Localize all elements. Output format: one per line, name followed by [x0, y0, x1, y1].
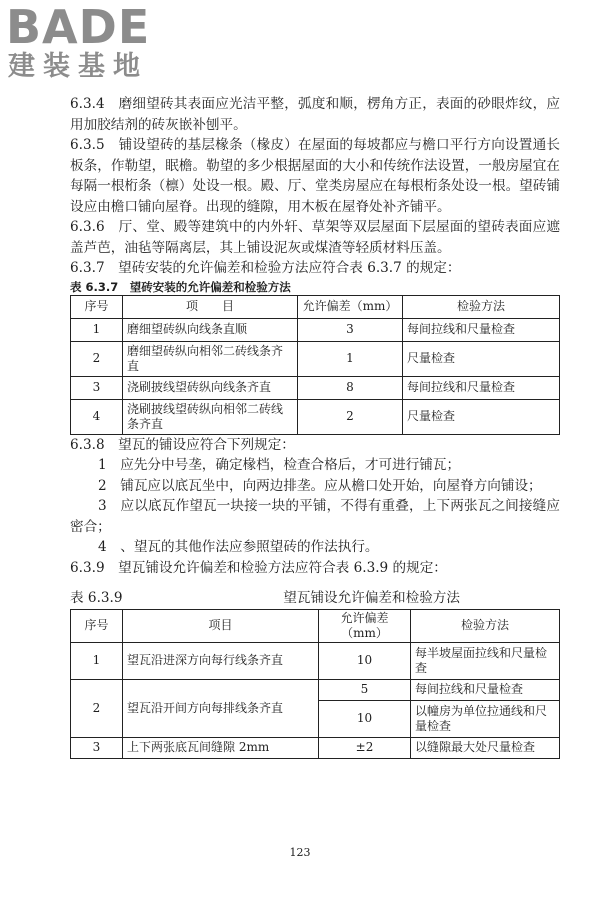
- logo-wordmark: BADE: [6, 0, 151, 54]
- table-header-row: [71, 609, 560, 642]
- clause-6-3-8-item-4: 4 、望瓦的其他作法应参照望砖的作法执行。: [98, 539, 379, 555]
- table-row: [71, 737, 560, 758]
- table-header-row: [71, 295, 560, 318]
- row-deviation: ±2: [319, 737, 411, 758]
- row-no: 3: [71, 737, 123, 758]
- row-no: 2: [71, 679, 123, 737]
- clause-6-3-8: 6.3.8 望瓦的铺设应符合下列规定：: [70, 436, 295, 453]
- table-number: 表 6.3.9: [70, 590, 123, 606]
- row-item: 望瓦沿进深方向每行线条齐直: [123, 642, 319, 679]
- bade-logo: [6, 0, 206, 84]
- row-item: 磨细望砖纵向相邻二砖线条齐直: [123, 341, 298, 376]
- clause-6-3-4: 6.3.4 磨细望砖其表面应光洁平整，弧度和顺，楞角方正，表面的砂眼炸纹，应用加胶结剂的砖灰嵌补刨平。: [70, 96, 560, 133]
- table-row: [71, 318, 560, 341]
- row-no: 1: [71, 642, 123, 679]
- table-row: [71, 679, 560, 700]
- page-number: 123: [289, 846, 311, 859]
- clause-6-3-8-item-2: 2 铺瓦应以底瓦坐中，向两边排垄。应从檐口处开始，向屋脊方向铺设；: [98, 477, 542, 494]
- table-row: [71, 399, 560, 434]
- row-method: 每间拉线和尺量检查: [411, 679, 560, 700]
- header-no: 序号: [71, 609, 123, 642]
- header-deviation: 允许偏差（mm）: [319, 609, 411, 642]
- table-row: [71, 376, 560, 399]
- row-no: 3: [71, 376, 123, 399]
- row-method: 尺量检查: [403, 399, 560, 434]
- header-deviation: 允许偏差（mm）: [298, 295, 403, 318]
- clause-6-3-5: 6.3.5 铺设望砖的基层椽条（椽皮）在屋面的每坡都应与檐口平行方向设置通长板条，作勒望，眠檐。勒望的多少根据屋面的大小和传统作法设置，一般房屋宜在每隔一根桁条（檩）处设一根。殿、厅、堂类房屋应在每根桁条处设一根。望砖铺设应由檐口铺向屋脊。出现的缝隙，用木板在屋脊处补齐铺平。: [70, 137, 560, 215]
- table-title: 望瓦铺设允许偏差和检验方法: [283, 590, 460, 606]
- header-item: 项目: [123, 609, 319, 642]
- row-no: 2: [71, 341, 123, 376]
- row-deviation: 5: [319, 679, 411, 700]
- row-method: 每半坡屋面拉线和尺量检查: [411, 642, 560, 679]
- table-6-3-9: [70, 609, 560, 759]
- row-method: 每间拉线和尺量检查: [403, 318, 560, 341]
- clause-6-3-7: 6.3.7 望砖安装的允许偏差和检验方法应符合表 6.3.7 的规定：: [70, 260, 461, 276]
- row-item: 望瓦沿开间方向每排线条齐直: [123, 679, 319, 737]
- row-no: 1: [71, 318, 123, 341]
- row-deviation: 10: [319, 642, 411, 679]
- row-deviation: 8: [298, 376, 403, 399]
- header-method: 检验方法: [403, 295, 560, 318]
- table-row: [71, 341, 560, 376]
- row-item: 上下两张底瓦间缝隙 2mm: [123, 737, 319, 758]
- header-no: 序号: [71, 295, 123, 318]
- clause-6-3-8-item-3: 3 应以底瓦作望瓦一块接一块的平铺，不得有重叠，上下两张瓦之间接缝应密合；: [70, 498, 560, 535]
- table-6-3-7: [70, 295, 560, 435]
- row-method: 每间拉线和尺量检查: [403, 376, 560, 399]
- row-method: 尺量检查: [403, 341, 560, 376]
- document-body: [70, 94, 560, 759]
- header-item: 项 目: [123, 295, 298, 318]
- table-6-3-7-caption: 表 6.3.7 望砖安装的允许偏差和检验方法: [70, 279, 291, 294]
- clause-6-3-9: 6.3.9 望瓦铺设允许偏差和检验方法应符合表 6.3.9 的规定：: [70, 559, 447, 576]
- table-row: [71, 642, 560, 679]
- logo-chinese-name: 建装基地: [8, 51, 148, 82]
- table-6-3-9-caption: [70, 588, 560, 609]
- row-item: 浇刷披线望砖纵向线条齐直: [123, 376, 298, 399]
- row-item: 浇刷披线望砖纵向相邻二砖线条齐直: [123, 399, 298, 434]
- row-method: 以幢房为单位拉通线和尺量检查: [411, 700, 560, 737]
- row-deviation: 1: [298, 341, 403, 376]
- row-item: 磨细望砖纵向线条直顺: [123, 318, 298, 341]
- row-no: 4: [71, 399, 123, 434]
- header-method: 检验方法: [411, 609, 560, 642]
- row-deviation: 10: [319, 700, 411, 737]
- clause-6-3-6: 6.3.6 厅、堂、殿等建筑中的内外轩、草架等双层屋面下层屋面的望砖表面应遮盖芦芭，油毡等隔离层，其上铺设泥灰或煤渣等轻质材料压盖。: [70, 219, 560, 256]
- row-method: 以缝隙最大处尺量检查: [411, 737, 560, 758]
- clause-6-3-8-item-1: 1 应先分中号垄，确定椽档，检查合格后，才可进行铺瓦；: [98, 457, 461, 473]
- row-deviation: 3: [298, 318, 403, 341]
- row-deviation: 2: [298, 399, 403, 434]
